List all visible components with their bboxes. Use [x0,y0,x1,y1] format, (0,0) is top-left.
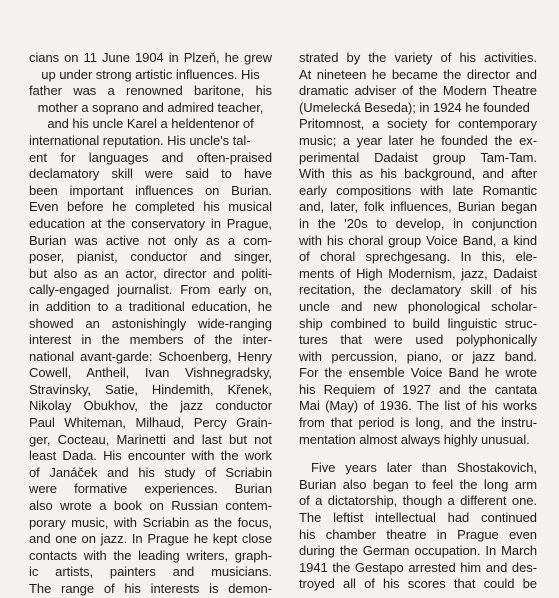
text-line: in addition to a traditional education, he [29,298,272,314]
text-line: Nikolay Obukhov, the jazz conductor [29,398,272,414]
text-line: uncle and new phonological scholar- [299,298,537,314]
text-line: father was a renowned baritone, his [29,83,272,99]
text-line: cally-engaged journalist. From early on, [29,282,272,298]
text-line: ic artists, painters and musicians. [29,564,272,580]
text-line: (Umelecká Beseda); in 1924 he founded [299,99,530,115]
text-line: been important influences on Burian. [29,182,272,198]
text-line: perimental Dadaist group Tam-Tam. [299,149,537,165]
text-line: At nineteen he became the director and [299,66,537,82]
text-line: interest in the members of the inter- [29,332,272,348]
text-line: music; a year later he founded the ex- [299,132,537,148]
text-line: were formative experiences. Burian [29,481,272,497]
text-line: Paul Whiteman, Milhaud, Percy Grain- [29,415,272,431]
text-line: declamatory skill were said to have [29,166,272,182]
text-line: With this as his background, and after [299,166,537,182]
text-line: Stravinsky, Satie, Hindemith, Křenek, [29,381,272,397]
paragraph-gap [299,448,537,460]
right-text-column [299,50,537,593]
text-line: during the German occupation. In March [299,543,537,559]
text-line: Cowell, Antheil, Ivan Vishnegradsky, [29,365,272,381]
text-line: ger, Cocteau, Marinetti and last but not [29,431,272,447]
text-line: international reputation. His uncle's tal- [29,132,251,148]
text-line: ments of High Modernism, jazz, Dadaist [299,265,537,281]
text-line: of Janáček and his study of Scriabin [29,464,272,480]
text-line: Pritomnost, a society for contemporary [299,116,537,132]
text-line: early compositions with late Romantic [299,182,537,198]
text-line: and, later, folk influences, Burian began [299,199,537,215]
text-line: national avant-garde: Schoenberg, Henry [29,348,272,364]
text-line: least Dada. His encounter with the work [29,448,272,464]
text-line: For the ensemble Voice Band he wrote [299,365,537,381]
text-line: in the '20s to develop, in conjunction [299,215,537,231]
text-line: mother a soprano and admired teacher, [37,99,264,115]
text-line: and one on jazz. In Prague he kept close [29,531,272,547]
text-line: ent for languages and often-praised [29,149,272,165]
text-line: also wrote a book on Russian contem- [29,498,272,514]
text-line: mentation almost always highly unusual. [299,431,530,447]
text-line: his Requiem of 1927 and the cantata [299,381,537,397]
text-line: education at the conservatory in Prague, [29,215,272,231]
left-text-column [29,50,272,598]
text-line: dramatic adviser of the Modern Theatre [299,83,537,99]
text-line: Burian also began to feel the long arm [299,476,537,492]
text-line: but also as an actor, director and politi- [29,265,272,281]
text-line: of a dictatorship, though a different one. [299,493,537,509]
text-line: of choral sprechgesang. In this, ele- [299,249,537,265]
text-line: poser, pianist, conductor and singer, [29,249,272,265]
text-line: contacts with the leading writers, graph- [29,547,272,563]
text-line: showed an astonishingly wide-ranging [29,315,272,331]
text-line: cians on 11 June 1904 in Plzeň, he grew [29,50,272,65]
text-line: and his uncle Karel a heldentenor of [47,116,254,132]
text-line: from that period is long, and the instru- [299,415,537,431]
text-line: ship combined to build linguistic struc- [299,315,537,331]
text-line: Five years later than Shostakovich, [311,460,537,476]
text-line: 1941 the Gestapo arrested him and des- [299,559,537,575]
text-line: The range of his interests is demon- [29,581,272,596]
text-line: up under strong artistic influences. His [41,66,260,82]
text-line: Mai (May) of 1936. The list of his works [299,398,537,414]
text-line: strated by the variety of his activities. [299,50,537,65]
text-line: Burian was active not only as a com- [29,232,272,248]
text-line: Even before he completed his musical [29,199,272,215]
text-line: porary music, with Scriabin as the focus, [29,514,272,530]
text-line: recitation, the declamatory skill of his [299,282,537,298]
text-line: with his choral group Voice Band, a kind [299,232,537,248]
text-line: with percussion, piano, or jazz band. [299,348,537,364]
text-line: his chamber theatre in Prague even [299,526,537,542]
text-line: troyed all of his scores that could be [299,576,537,592]
text-line: tures that were used polyphonically [299,332,537,348]
text-line: The leftist intellectual had continued [299,510,537,526]
